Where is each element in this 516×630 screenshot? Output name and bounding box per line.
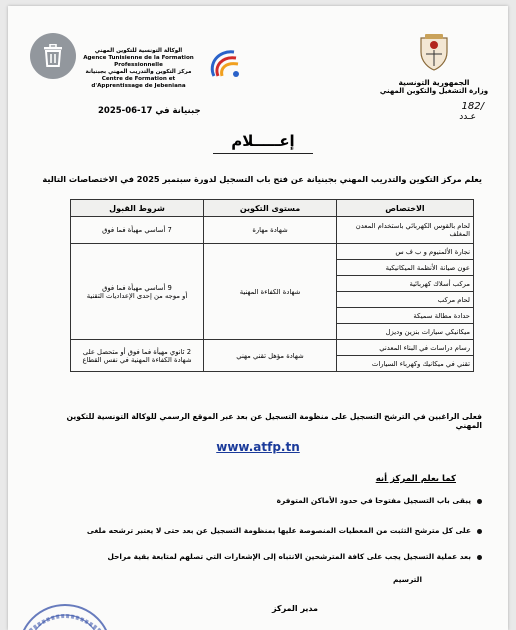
specialty-cell: نجارة الألمنيوم و ب ف س	[337, 244, 474, 260]
table-row	[71, 217, 474, 244]
reference-number: 182/	[461, 101, 484, 112]
agency-name-fr: Agence Tunisienne de la Formation Professionnelle	[83, 54, 194, 68]
document-page	[8, 6, 508, 630]
center-name-fr: Centre de Formation et d'Apprentissage de Jebeniana	[91, 75, 186, 89]
page-title: إعـــــلام	[231, 132, 295, 150]
ministry-name: وزارة التشغيل والتكوين المهني	[379, 87, 489, 95]
trash-icon	[42, 44, 64, 68]
agency-name-ar: الوكالة التونسية للتكوين المهني	[94, 48, 183, 54]
specialty-cell: مركب أسلاك كهربائية	[337, 276, 474, 292]
list-item-text: بعد عملية التسجيل يجب على كافة المترشحين الانتباه إلى الإشعارات التي تصلهم لمتابعة بقية مراحل	[107, 552, 471, 561]
ministry-header	[374, 32, 494, 122]
atfp-logo	[206, 46, 246, 86]
republic-name: الجمهورية التونسية	[398, 78, 470, 87]
condition-line: 9 أساسي مهيأة فما فوق	[102, 283, 172, 292]
specialties-table	[70, 199, 474, 372]
official-stamp	[10, 591, 120, 630]
signature-line: مدير المركز	[271, 604, 318, 613]
delete-button[interactable]	[30, 33, 76, 79]
specialty-cell: لحام مركب	[337, 292, 474, 308]
list-item-text: يبقى باب التسجيل مفتوحا في حدود الأماكن المتوفرة	[276, 496, 471, 505]
level-cell: شهادة مهارة	[204, 217, 337, 244]
table-row	[71, 340, 474, 356]
column-header-conditions: شروط القبول	[71, 200, 204, 217]
specialty-cell: ميكانيكي سيارات بنزين وديزل	[337, 324, 474, 340]
title-underline	[213, 153, 313, 154]
document-date: جبنيانة في 17-06-2025	[98, 106, 201, 116]
notice-heading: كما يعلم المركز أنه	[375, 474, 456, 484]
list-item	[70, 526, 482, 535]
intro-paragraph: يعلم مركز التكوين والتدريب المهني بجبنيانة عن فتح باب التسجيل لدورة سبتمبر 2025 في الاختصاصات التالية	[42, 174, 482, 184]
condition-line: أو موجه من إحدى الإعداديات التقنية	[86, 291, 188, 300]
column-header-level: مستوى التكوين	[204, 200, 337, 217]
specialty-cell: رسام دراسات في البناء المعدني	[337, 340, 474, 356]
list-item-text: على كل مترشح التثبت من المعطيات المنصوصة عليها بمنظومة التسجيل عن بعد حتى لا يعتبر ترشحه ملغى	[86, 526, 471, 535]
list-item	[70, 496, 482, 505]
agency-name-block	[76, 48, 201, 90]
conditions-cell	[71, 340, 204, 372]
center-name-ar: مركز التكوين والتدريب المهني بجبنيانة	[85, 68, 192, 75]
condition-line: 7 أساسي مهيأة فما فوق	[102, 226, 172, 234]
list-item	[70, 552, 482, 561]
specialty-cell: تقني في ميكانيك وكهرباء السيارات	[337, 356, 474, 372]
table-row	[71, 244, 474, 260]
bullet-icon	[477, 555, 482, 560]
level-cell: شهادة الكفاءة المهنية	[204, 244, 337, 340]
condition-line: شهادة الكفاءة المهنية في نفس القطاع	[82, 355, 192, 364]
specialty-cell: حدادة مطالة سميكة	[337, 308, 474, 324]
specialty-cell: لحام بالقوس الكهربائي باستخدام المعدن المغلف	[337, 217, 474, 244]
list-item-continuation: الترسيم	[392, 575, 422, 584]
tunisia-emblem	[417, 32, 451, 72]
bullet-icon	[477, 529, 482, 534]
level-cell: شهادة مؤهل تقني مهني	[204, 340, 337, 372]
column-header-specialty: الاختصاص	[337, 200, 474, 217]
conditions-cell	[71, 244, 204, 340]
specialty-cell: عون صيانة الأنظمة الميكانيكية	[337, 260, 474, 276]
conditions-cell	[71, 217, 204, 244]
bullet-icon	[477, 499, 482, 504]
website-link[interactable]: www.atfp.tn	[216, 440, 300, 454]
online-registration-text: فعلى الراغبين في الترشح التسجيل على منظومة التسجيل عن بعد عبر الموقع الرسمي للوكالة التونسية للتكوين المهني	[66, 412, 482, 430]
reference-label: عـدد	[459, 112, 476, 122]
table-header-row	[71, 200, 474, 217]
condition-line: 2 ثانوي مهيأة فما فوق أو متحصل على	[82, 347, 192, 356]
agency-header	[76, 46, 246, 96]
